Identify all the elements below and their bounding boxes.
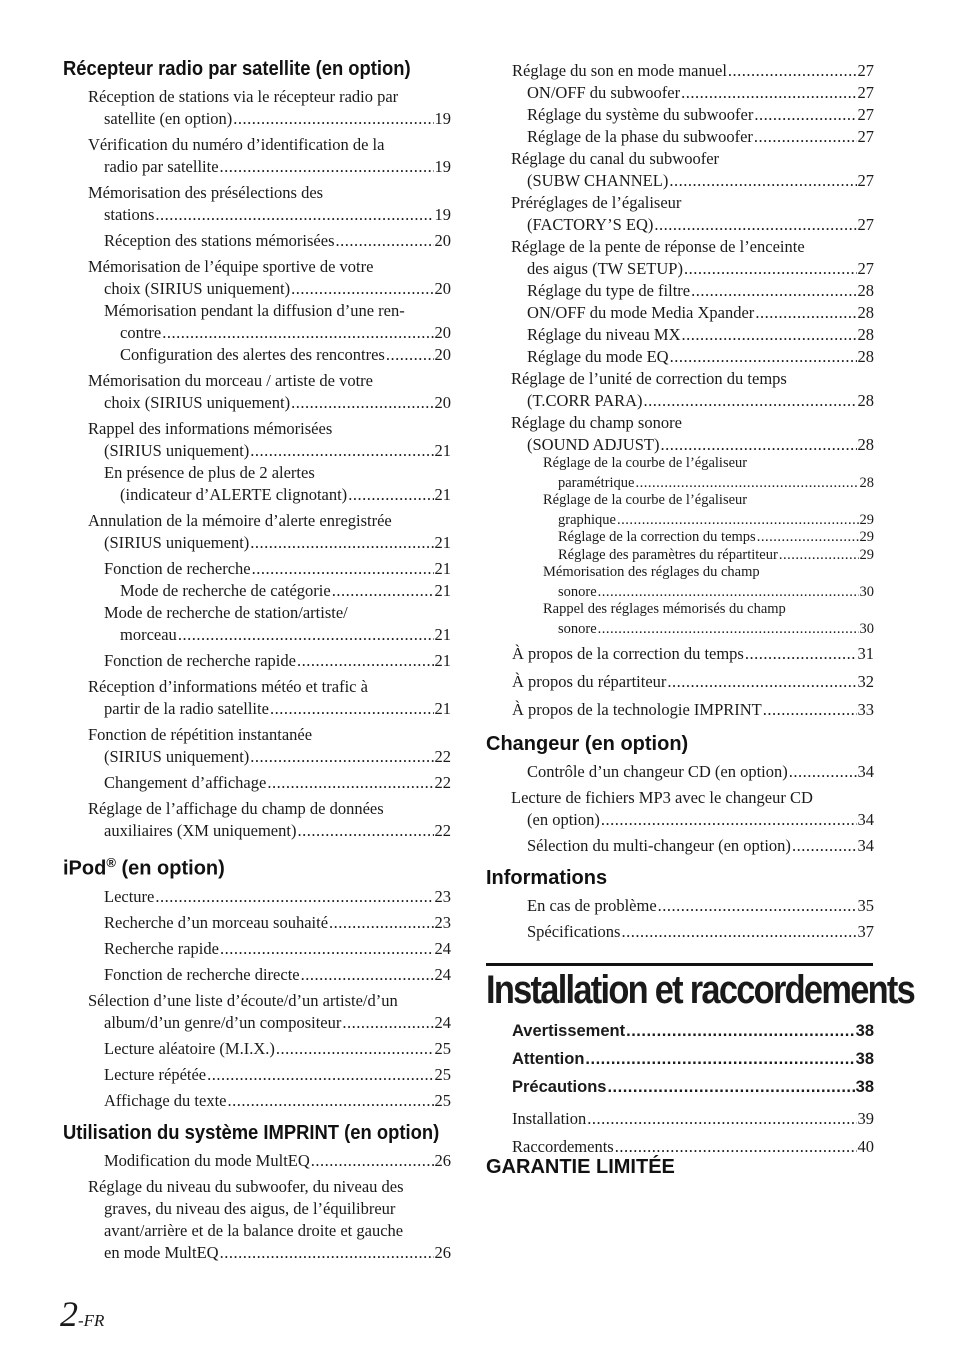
page-ref: 28	[857, 281, 874, 300]
page-ref: 26	[434, 1242, 451, 1262]
page-ref: 29	[859, 529, 874, 545]
dot-leader	[598, 620, 859, 640]
dot-leader	[311, 1150, 434, 1172]
toc-entry[interactable]: Mémorisation de l’équipe sportive de votre choix (SIRIUS uniquement) ..... 20	[63, 256, 451, 300]
toc-subsubentry[interactable]: Réglage de la correction du temps ..... 29	[486, 528, 874, 548]
toc-subentry[interactable]: En présence de plus de 2 alertes (indicateur d’ALERTE clignotant) ..... 21	[63, 462, 451, 506]
page-ref: 34	[857, 810, 874, 829]
page-ref: 25	[434, 1064, 451, 1084]
toc-subentry[interactable]: Réglage du niveau MX ..... 28	[486, 324, 874, 346]
page-ref: 40	[857, 1137, 874, 1156]
page-ref: 35	[857, 896, 874, 915]
dot-leader	[162, 322, 433, 344]
toc-subentry[interactable]: Réglage du champ sonore (SOUND ADJUST) ..... 28	[486, 412, 874, 456]
dot-leader	[670, 346, 857, 368]
dot-leader	[607, 1076, 854, 1098]
toc-subentry[interactable]: Réglage du type de filtre ..... 28	[486, 280, 874, 302]
section-title-satellite: Récepteur radio par satellite (en option)	[63, 58, 411, 80]
page-ref: 30	[859, 583, 874, 600]
page-ref: 28	[859, 474, 874, 491]
toc-subsubentry[interactable]: Réglage des paramètres du répartiteur ..... 29	[486, 546, 874, 566]
toc-entry[interactable]: Mémorisation des présélections des stations ..... 19	[63, 182, 451, 226]
toc-entry[interactable]: À propos de la correction du temps ..... 31	[486, 643, 874, 665]
page-ref: 31	[857, 644, 874, 663]
toc-left-column	[63, 56, 451, 1272]
toc-entry[interactable]: Réception des stations mémorisées ..... 20	[63, 230, 451, 252]
toc-subsubentry[interactable]: Mémorisation des réglages du champ sonore ..... 30	[486, 563, 874, 602]
page-ref: 28	[857, 303, 874, 322]
dot-leader	[329, 912, 433, 934]
toc-entry[interactable]: Lecture aléatoire (M.I.X.) ..... 25	[63, 1038, 451, 1060]
dot-leader	[654, 214, 856, 236]
toc-subentry[interactable]: Réglage de la pente de réponse de l’enceinte des aigus (TW SETUP) ..... 27	[486, 236, 874, 280]
dot-leader	[342, 1012, 433, 1034]
dot-leader	[754, 126, 857, 148]
toc-subentry[interactable]: Réglage de l’unité de correction du temps (T.CORR PARA) ..... 28	[486, 368, 874, 412]
dot-leader	[332, 580, 434, 602]
toc-entry[interactable]: Réception de stations via le récepteur radio par satellite (en option) ..... 19	[63, 86, 451, 130]
page-ref: 19	[434, 109, 451, 128]
page-ref: 22	[434, 747, 451, 766]
toc-entry[interactable]: Rappel des informations mémorisées (SIRIUS uniquement) ..... 21	[63, 418, 451, 462]
entries-imprint	[63, 1150, 451, 1264]
toc-subentry[interactable]: Réglage de la phase du subwoofer ..... 27	[486, 126, 874, 148]
dot-leader	[669, 170, 856, 192]
page-ref: 27	[857, 105, 874, 124]
page-ref: 21	[434, 651, 451, 670]
section-title-informations: Informations	[486, 867, 608, 889]
page-ref: 19	[434, 205, 451, 224]
page-ref: 28	[857, 435, 874, 454]
dot-leader	[763, 699, 857, 721]
dot-leader	[250, 440, 433, 462]
toc-subentry[interactable]: Réglage du mode EQ ..... 28	[486, 346, 874, 368]
dot-leader	[626, 1020, 855, 1042]
page-ref: 21	[434, 533, 451, 552]
page-ref: 38	[855, 1022, 874, 1040]
page-ref: 24	[434, 938, 451, 958]
entries-ipod	[63, 886, 451, 1112]
toc-right-column	[486, 60, 915, 1184]
toc-entry[interactable]: Réception d’informations météo et trafic à partir de la radio satellite ..... 21	[63, 676, 451, 720]
toc-entry[interactable]: En cas de problème ..... 35	[486, 895, 874, 917]
toc-entry[interactable]: Modification du mode MultEQ ..... 26	[63, 1150, 451, 1172]
page-ref: 30	[859, 620, 874, 637]
page-ref: 20	[434, 279, 451, 298]
page-ref: 27	[857, 215, 874, 234]
page-ref: 28	[857, 347, 874, 366]
page-ref: 21	[434, 441, 451, 460]
toc-entry[interactable]: Réglage du niveau du subwoofer, du niveau des graves, du niveau des aigus, de l’équilibreur avant/arrière et de la balance droite et gauche en mode MultEQ ..... 26	[63, 1176, 451, 1264]
toc-subsubentry[interactable]: Réglage de la courbe de l’égaliseur graphique ..... 29	[486, 491, 874, 530]
dot-leader	[291, 278, 433, 300]
dot-leader	[155, 886, 433, 908]
toc-entry[interactable]: Recherche rapide ..... 24	[63, 938, 451, 960]
toc-entry[interactable]: Fonction de recherche rapide ..... 21	[63, 650, 451, 672]
page-ref: 24	[434, 1012, 451, 1032]
dot-leader	[220, 156, 434, 178]
section-title-imprint: Utilisation du système IMPRINT (en option)	[63, 1121, 440, 1144]
page-ref: 21	[434, 625, 451, 644]
page-ref: 34	[857, 836, 874, 855]
dot-leader	[270, 698, 434, 720]
page-ref: 27	[857, 61, 874, 80]
toc-entry[interactable]: Changement d’affichage ..... 22	[63, 772, 451, 794]
toc-subentry[interactable]: ON/OFF du subwoofer ..... 27	[486, 82, 874, 104]
page-ref: 27	[857, 127, 874, 146]
dot-leader	[587, 1108, 856, 1130]
toc-subentry[interactable]: Mémorisation pendant la diffusion d’une ren- contre ..... 20	[63, 300, 451, 344]
dot-leader	[728, 60, 857, 82]
dot-leader	[297, 820, 433, 842]
toc-entry[interactable]: Lecture de fichiers MP3 avec le changeur CD (en option) ..... 34	[486, 787, 874, 831]
dot-leader	[233, 108, 433, 130]
toc-entry[interactable]: Recherche d’un morceau souhaité ..... 23	[63, 912, 451, 934]
dot-leader	[220, 1242, 434, 1264]
dot-leader	[745, 643, 857, 665]
toc-entry[interactable]: Fonction de répétition instantanée (SIRIUS uniquement) ..... 22	[63, 724, 451, 768]
toc-entry[interactable]: Lecture répétée ..... 25	[63, 1064, 451, 1086]
toc-subentry[interactable]: Mode de recherche de catégorie ..... 21	[63, 580, 451, 602]
dot-leader	[779, 546, 859, 566]
toc-entry[interactable]: Réglage de l’affichage du champ de données auxiliaires (XM uniquement) ..... 22	[63, 798, 451, 842]
dot-leader	[667, 671, 856, 693]
entries-informations	[486, 895, 874, 943]
dot-leader	[348, 484, 433, 506]
toc-subentry[interactable]: Préréglages de l’égaliseur (FACTORY’S EQ) ..... 27	[486, 192, 874, 236]
chapter-title-installation: Installation et raccordements	[486, 963, 873, 1012]
dot-leader	[250, 746, 433, 768]
toc-subentry[interactable]: ON/OFF du mode Media Xpander ..... 28	[486, 302, 874, 324]
dot-leader	[684, 258, 857, 280]
page-ref: 29	[859, 511, 874, 528]
dot-leader	[267, 772, 433, 794]
dot-leader	[178, 624, 434, 646]
section-title-garantie: GARANTIE LIMITÉE	[486, 1156, 675, 1178]
toc-entry[interactable]: Installation ..... 39	[486, 1108, 874, 1130]
toc-entry[interactable]: Spécifications ..... 37	[486, 921, 874, 943]
page-ref: 34	[857, 762, 874, 781]
entries-changeur	[486, 761, 874, 857]
page-ref: 22	[434, 773, 451, 792]
dot-leader	[155, 204, 433, 226]
page-ref: 21	[434, 485, 451, 504]
entries-satellite	[63, 86, 451, 842]
page-ref: 28	[857, 391, 874, 410]
toc-entry[interactable]: Annulation de la mémoire d’alerte enregistrée (SIRIUS uniquement) ..... 21	[63, 510, 451, 554]
dot-leader	[585, 1048, 854, 1070]
page-ref: 23	[434, 912, 451, 932]
dot-leader	[754, 104, 856, 126]
dot-leader	[789, 761, 857, 783]
page-ref: 21	[434, 699, 451, 718]
dot-leader	[644, 390, 857, 412]
toc-entry[interactable]: Raccordements ..... 40	[486, 1136, 874, 1158]
dot-leader	[297, 650, 434, 672]
dot-leader	[250, 532, 433, 554]
dot-leader	[276, 1038, 434, 1060]
page-ref: 25	[434, 1038, 451, 1058]
toc-entry[interactable]: Mémorisation du morceau / artiste de votre choix (SIRIUS uniquement) ..... 20	[63, 370, 451, 414]
dot-leader	[660, 434, 856, 456]
page-ref: 32	[857, 672, 874, 691]
page-ref: 21	[434, 559, 451, 578]
dot-leader	[691, 280, 856, 302]
dot-leader	[291, 392, 433, 414]
dot-leader	[621, 921, 856, 943]
dot-leader	[252, 558, 434, 580]
toc-subsubentry[interactable]: Réglage de la courbe de l’égaliseur paramétrique ..... 28	[486, 454, 874, 493]
dot-leader	[792, 835, 857, 857]
page-number: 2-FR	[60, 1294, 105, 1334]
dot-leader	[755, 302, 856, 324]
page-ref: 21	[434, 581, 451, 600]
page-ref: 23	[434, 886, 451, 906]
dot-leader	[682, 324, 857, 346]
dot-leader	[386, 344, 434, 366]
toc-subentry[interactable]: Configuration des alertes des rencontres ..... 20	[63, 344, 451, 366]
toc-entry[interactable]: Vérification du numéro d’identification de la radio par satellite ..... 19	[63, 134, 451, 178]
section-title-ipod: iPod® (en option)	[63, 855, 225, 880]
page-ref: 20	[434, 393, 451, 412]
page-ref: 20	[434, 345, 451, 364]
page-ref: 19	[434, 157, 451, 176]
dot-leader	[301, 964, 434, 986]
page-ref: 26	[434, 1150, 451, 1170]
dot-leader	[227, 1090, 433, 1112]
toc-subentry[interactable]: Réglage du système du subwoofer ..... 27	[486, 104, 874, 126]
toc-entry-bold[interactable]: Précautions ..... 38	[486, 1076, 874, 1098]
toc-subsubentry[interactable]: Rappel des réglages mémorisés du champ sonore ..... 30	[486, 600, 874, 639]
page-ref: 20	[434, 323, 451, 342]
toc-entry[interactable]: Affichage du texte ..... 25	[63, 1090, 451, 1112]
toc-entry[interactable]: Fonction de recherche directe ..... 24	[63, 964, 451, 986]
page-ref: 38	[855, 1078, 874, 1096]
page-ref: 29	[859, 546, 874, 563]
toc-entry-bold[interactable]: Attention ..... 38	[486, 1048, 874, 1070]
page-ref: 24	[434, 964, 451, 984]
toc-entry[interactable]: À propos du répartiteur ..... 32	[486, 671, 874, 693]
page-ref: 25	[434, 1090, 451, 1110]
page-ref: 27	[857, 171, 874, 190]
toc-entry[interactable]: Sélection d’une liste d’écoute/d’un artiste/d’un album/d’un genre/d’un compositeur ..... 24	[63, 990, 451, 1034]
toc-entry[interactable]: Contrôle d’un changeur CD (en option) ..... 34	[486, 761, 874, 783]
dot-leader	[681, 82, 856, 104]
page-ref: 38	[855, 1050, 874, 1068]
toc-subentry[interactable]: Mode de recherche de station/artiste/ morceau ..... 21	[63, 602, 451, 646]
toc-entry[interactable]: Fonction de recherche ..... 21	[63, 558, 451, 580]
dot-leader	[601, 809, 857, 831]
dot-leader	[336, 230, 434, 252]
page-ref: 20	[434, 231, 451, 250]
page-ref: 27	[857, 259, 874, 278]
page-ref: 27	[857, 83, 874, 102]
section-title-changeur: Changeur (en option)	[486, 733, 689, 755]
page-ref: 33	[857, 700, 874, 719]
dot-leader	[658, 895, 857, 917]
toc-entry[interactable]: Lecture ..... 23	[63, 886, 451, 908]
toc-entry[interactable]: Réglage du son en mode manuel ..... 27	[486, 60, 874, 82]
page-ref: 28	[857, 325, 874, 344]
page-ref: 39	[857, 1109, 874, 1128]
dot-leader	[220, 938, 434, 960]
toc-entry[interactable]: À propos de la technologie IMPRINT ..... 33	[486, 699, 874, 721]
page-ref: 37	[857, 922, 874, 941]
toc-subentry[interactable]: Réglage du canal du subwoofer (SUBW CHANNEL) ..... 27	[486, 148, 874, 192]
toc-entry-bold[interactable]: Avertissement ..... 38	[486, 1020, 874, 1042]
dot-leader	[207, 1064, 433, 1086]
toc-entry[interactable]: Sélection du multi-changeur (en option) ..... 34	[486, 835, 874, 857]
page-ref: 22	[434, 821, 451, 840]
